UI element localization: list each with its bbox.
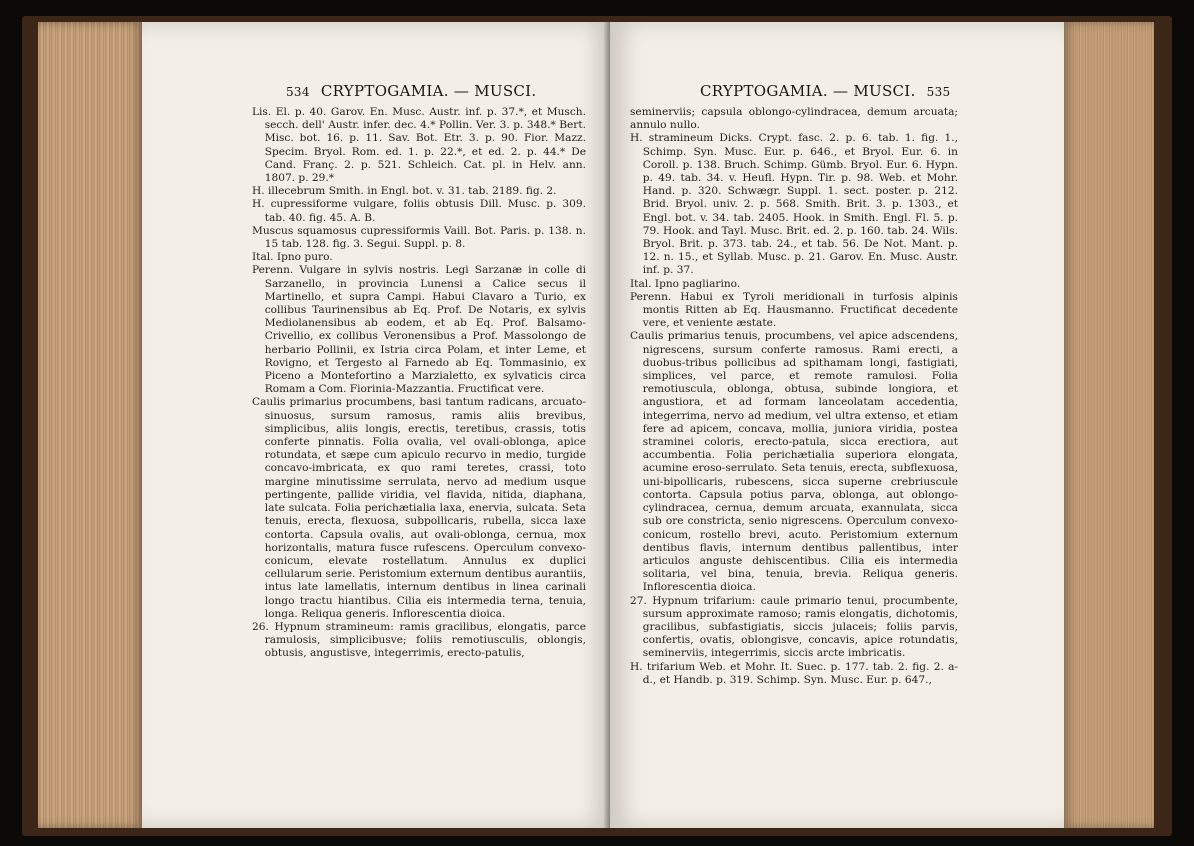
left-body-text: [252, 106, 586, 661]
paragraph: H. stramineum Dicks. Crypt. fasc. 2. p. 6. tab. 1. fig. 1., Schimp. Syn. Musc. Eur. p. 646., et Bryol. Eur. 6. in Coroll. p. 138. Bruch. Schimp. Gümb. Bryol. Eur. 6. Hypn. p. 49. tab. 34. v. Heufl. Hypn. Tir. p. 98. Web. et Mohr. Hand. p. 320. Schwægr. Suppl. 1. sect. poster. p. 212. Brid. Bryol. univ. 2. p. 568. Smith. Brit. 3. p. 1303., et Engl. bot. v. 34. tab. 2405. Hook. in Smith. Engl. Fl. 5. p. 79. Hook. and Tayl. Musc. Brit. ed. 2. p. 160. tab. 24. Wils. Bryol. Brit. p. 373. tab. 24., et tab. 56. De Not. Mant. p. 12. n. 15., et Syllab. Musc. p. 21. Garov. En. Musc. Austr. inf. p. 37.: [630, 132, 958, 277]
paragraph: Muscus squamosus cupressiformis Vaill. Bot. Paris. p. 138. n. 15 tab. 128. fig. 3. Segui. Suppl. p. 8.: [252, 224, 586, 251]
page-edges-left: [38, 22, 144, 828]
page-edges-right: [1062, 22, 1154, 828]
left-page: [142, 22, 612, 828]
paragraph: H. illecebrum Smith. in Engl. bot. v. 31. tab. 2189. fig. 2.: [252, 185, 557, 198]
right-running-head: [700, 82, 956, 100]
paragraph: H. trifarium Web. et Mohr. It. Suec. p. 177. tab. 2. fig. 2. a-d., et Handb. p. 319. Schimp. Syn. Musc. Eur. p. 647.,: [630, 660, 958, 686]
paragraph: Ital. Ipno pagliarino.: [630, 277, 741, 290]
paragraph: Perenn. Vulgare in sylvis nostris. Legi Sarzanæ in colle di Sarzanello, in provincia Lunensi a Calice secus il Martinello, et supra Campi. Habui Clavaro a Turio, ex collibus Taurinensibus ab Eq. Prof. De Notaris, ex sylvis Mediolanensibus ab eodem, et ab Eq. Prof. Balsamo-Crivellio, ex collibus Veronensibus a Prof. Massolongo de herbario Pollinii, ex Istria circa Polam, et inter Leme, et Rovigno, et Tergesto al Farnedo ab Eq. Tommasinio, ex Piceno a Montefortino a Marzialetto, ex sylvaticis circa Romam a Com. Fiorinia-Mazzantia. Fructificat vere.: [252, 264, 586, 396]
paragraph: seminerviis; capsula oblongo-cylindracea, demum arcuata; annulo nullo.: [630, 106, 958, 132]
right-body-text: [630, 106, 958, 687]
paragraph: 26. Hypnum stramineum: ramis gracilibus, elongatis, parce ramulosis, simplicibusve; foliis remotiusculis, oblongis, obtusis, angustisve, integerrimis, erecto-patulis,: [252, 620, 586, 660]
paragraph: Lis. El. p. 40. Garov. En. Musc. Austr. inf. p. 37.*, et Musch. secch. dell' Austr. infer. dec. 4.* Pollin. Ver. 3. p. 348.* Bert. Misc. bot. 16. p. 11. Sav. Bot. Etr. 3. p. 90. Fior. Mazz. Specim. Bryol. Rom. ed. 1. p. 22.*, et ed. 2. p. 44.* De Cand. Franç. 2. p. 521. Schleich. Cat. pl. in Helv. ann. 1807. p. 29.*: [252, 106, 586, 185]
left-running-head: [280, 82, 536, 100]
paragraph: Caulis primarius procumbens, basi tantum radicans, arcuato-sinuosus, sursum ramosus, ramis aliis brevibus, simplicibus, aliis longis, erectis, teretibus, crassis, totis conferte pinnatis. Folia ovalia, vel ovali-oblonga, apice rotundata, et sæpe cum apiculo recurvo in medio, turgide concavo-imbricata, ex quo rami teretes, crassi, toto margine minutissime serrulata, nervo ad medium usque pertingente, pallide viridia, vel flavida, nitida, diaphana, late sulcata. Folia perichætialia laxa, enervia, sulcata. Seta tenuis, erecta, flexuosa, subpollicaris, rubella, sicca laxe contorta. Capsula ovalis, aut ovali-oblonga, cernua, mox horizontalis, matura fusce rufescens. Operculum convexo-conicum, elevate rostellatum. Annulus ex duplici cellularum serie. Peristomium externum dentibus aurantiis, intus late lamellatis, internum dentibus in linea carinali longo tractu hiantibus. Cilia eis intermedia terna, tenuia, longa. Reliqua generis. Inflorescentia dioica.: [252, 396, 586, 620]
paragraph: H. cupressiforme vulgare, foliis obtusis Dill. Musc. p. 309. tab. 40. fig. 45. A. B.: [252, 198, 586, 224]
left-head-title: CRYPTOGAMIA. — MUSCI.: [320, 82, 537, 100]
paragraph: Caulis primarius tenuis, procumbens, vel apice adscendens, nigrescens, sursum conferte ramosus. Rami erecti, a duobus-tribus pollicibus ad spithamam longi, fastigiati, simplices, vel parce, et remote ramulosi. Folia remotiuscula, oblonga, obtusa, subinde longiora, et angustiora, et ad formam lanceolatam accedentia, integerrima, nervo ad medium, vel ultra extenso, et etiam fere ad apicem, concava, mollia, juniora viridia, postea straminei coloris, erecto-patula, sicca erectiora, aut accumbentia. Folia perichætialia superiora elongata, acumine eroso-serrulato. Seta tenuis, erecta, subflexuosa, uni-bipollicaris, rubescens, sicca superne crebriuscule contorta. Capsula potius parva, oblonga, aut oblongo-cylindracea, cernua, demum arcuata, exannulata, sicca sub ore constricta, senio nigrescens. Operculum convexo-conicum, rostello brevi, acuto. Peristomium externum dentibus flavis, internum dentibus pallentibus, inter articulos anguste dehiscentibus. Cilia eis intermedia solitaria, vel bina, tenuia, brevia. Reliqua generis. Inflorescentia dioica.: [630, 330, 958, 594]
right-page-number: 535: [926, 85, 951, 99]
left-page-number: 534: [286, 85, 310, 99]
paragraph: Perenn. Habui ex Tyroli meridionali in turfosis alpinis montis Ritten ab Eq. Hausmanno. Fructificat decedente vere, et veniente æstate.: [630, 290, 958, 330]
right-head-title: CRYPTOGAMIA. — MUSCI.: [700, 82, 916, 100]
paragraph: 27. Hypnum trifarium: caule primario tenui, procumbente, sursum approximate ramoso; ramis elongatis, dichotomis, gracilibus, subfastigiatis, siccis julaceis; foliis parvis, confertis, ovatis, oblongisve, concavis, apice rotundatis, seminerviis, integerrimis, siccis arcte imbricatis.: [630, 594, 958, 660]
right-page: [610, 22, 1064, 828]
paragraph: Ital. Ipno puro.: [252, 251, 333, 264]
